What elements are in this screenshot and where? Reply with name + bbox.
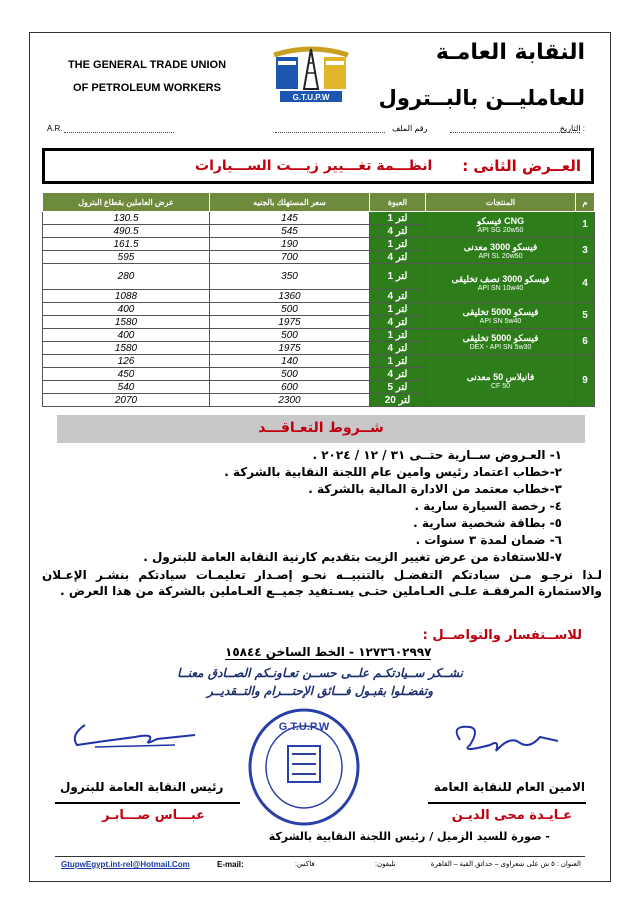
pack-cell: 1 لتر [370, 355, 426, 368]
price-table [42, 192, 595, 407]
contact-numbers: ١٢٧٣٦٠٢٩٩٧ - الخط الساخن ١٥٨٤٤ [225, 645, 432, 659]
table-row [43, 264, 595, 290]
request-paragraph: لـذا نرجـو مـن سيادتكم التفضـل بالتنبيــه نحـو إصـدار تعليمـات سيادتكم بنشـر الإعـلان والاستمارة المرفقـة علـى العـاملين حتـى يسـتفيد جميــع العـاملين بالشركة من هذا العرض . [42, 568, 602, 598]
consumer-price-cell: 600 [210, 381, 370, 394]
footer-fax: فاكس: [295, 861, 315, 868]
pack-cell: 20 لتر [370, 394, 426, 407]
table-header-row [43, 193, 595, 212]
footer-email[interactable]: GtupwEgypt.int-rel@Hotmail.Com [61, 860, 190, 869]
copy-to-line: - صورة للسيد الزميل / رئيس اللجنة النقابية بالشركة [268, 830, 550, 843]
pack-cell: 4 لتر [370, 225, 426, 238]
row-index-cell: 3 [576, 238, 595, 264]
product-cell [426, 212, 576, 238]
offer-price-cell: 400 [43, 329, 210, 342]
product-spec: API SN 5w40 [479, 317, 522, 325]
term-item: ٥- بطاقة شخصية سارية . [413, 516, 562, 530]
table-row [43, 212, 595, 225]
thanks-line2: وتفضـلوا بقبـول فـــائق الإحتـــرام والتــقديــر [206, 684, 434, 698]
consumer-price-cell: 500 [210, 368, 370, 381]
row-index-cell: 6 [576, 329, 595, 355]
col-header-product: المنتجات [426, 193, 576, 212]
row-index-cell: 4 [576, 264, 595, 303]
file-label: رقم الملف [392, 124, 428, 133]
left-signature [65, 715, 205, 765]
offer-price-cell: 130.5 [43, 212, 210, 225]
consumer-price-cell: 545 [210, 225, 370, 238]
ar-dotline [64, 132, 174, 133]
term-item: ٧-للاستفادة من عرض تغيير الزيت بتقديم كارنية النقابة العامة للبترول . [143, 550, 562, 564]
product-spec: API SL 20w50 [478, 252, 523, 260]
product-spec: CF 50 [490, 382, 511, 390]
row-index-cell: 9 [576, 355, 595, 407]
product-name: فيسكو CNG [476, 215, 525, 226]
president-title: رئيس النقابة العامة للبترول [60, 780, 224, 794]
logo-text: G.T.U.P.W [292, 93, 330, 102]
right-signature-line [428, 802, 586, 804]
ar-label: A.R. [47, 124, 63, 133]
terms-title: شــروط التعـاقـــد [258, 420, 384, 436]
consumer-price-cell: 500 [210, 303, 370, 316]
product-name: فيسكو 5000 تخليقى [462, 332, 539, 343]
secretary-general-title: الامين العام للنقابة العامة [433, 780, 585, 794]
president-name: عبـــاس صـــابـر [102, 808, 206, 823]
pack-cell: 4 لتر [370, 342, 426, 355]
pack-cell: 4 لتر [370, 316, 426, 329]
product-name: فانيلاس 50 معدنى [466, 371, 535, 382]
right-signature [440, 715, 580, 765]
col-header-pack: العبوة [370, 193, 426, 212]
footer-address: العنوان : ٥ ش على شعراوى – حدائق القبة – القاهرة [430, 861, 581, 868]
pack-cell: 4 لتر [370, 251, 426, 264]
consumer-price-cell: 350 [210, 264, 370, 290]
pack-cell: 1 لتر [370, 303, 426, 316]
product-name: فيسكو 5000 تخليقى [462, 306, 539, 317]
product-spec: API SN 10w40 [477, 285, 524, 292]
pack-cell: 5 لتر [370, 381, 426, 394]
offer-title: العــرض الثانى : [462, 157, 581, 175]
consumer-price-cell: 190 [210, 238, 370, 251]
row-index-cell: 1 [576, 212, 595, 238]
union-logo [266, 43, 356, 105]
product-cell [426, 264, 576, 303]
offer-title-box [42, 148, 594, 184]
consumer-price-cell: 1975 [210, 316, 370, 329]
table-row [43, 238, 595, 251]
consumer-price-cell: 2300 [210, 394, 370, 407]
product-name: فيسكو 3000 نصف تخليقى [451, 274, 550, 284]
product-name: فيسكو 3000 معدنى [463, 241, 538, 252]
offer-price-cell: 400 [43, 303, 210, 316]
footer-phone: تليفون: [375, 861, 396, 868]
date-label: التاريخ : [559, 124, 585, 133]
col-header-offer-price: عرض العاملين بقطاع البترول [43, 193, 210, 212]
pack-cell: 1 لتر [370, 329, 426, 342]
offer-price-cell: 540 [43, 381, 210, 394]
union-name-en-line1: THE GENERAL TRADE UNION [67, 59, 227, 71]
term-item: ٤- رخصة السيارة سارية . [414, 499, 562, 513]
pack-cell: 1 لتر [370, 238, 426, 251]
consumer-price-cell: 1975 [210, 342, 370, 355]
term-item: ٦- ضمان لمدة ٣ سنوات . [415, 533, 562, 547]
product-cell [426, 355, 576, 407]
footer [55, 856, 585, 871]
thanks-line1: نشــكر ســيادتكـم علــى حســن تعـاونـكم الصــادق معنــا [177, 666, 463, 680]
term-item: ٣-خطاب معتمد من الادارة المالية بالشركة . [308, 482, 562, 496]
offer-price-cell: 1580 [43, 342, 210, 355]
col-header-consumer-price: سعر المستهلك بالجنيه [210, 193, 370, 212]
pack-cell: 4 لتر [370, 290, 426, 303]
table-row [43, 329, 595, 342]
consumer-price-cell: 1360 [210, 290, 370, 303]
union-stamp [248, 708, 360, 826]
row-index-cell: 5 [576, 303, 595, 329]
table-row [43, 355, 595, 368]
offer-price-cell: 450 [43, 368, 210, 381]
consumer-price-cell: 700 [210, 251, 370, 264]
product-cell [426, 238, 576, 264]
left-signature-line [55, 802, 240, 804]
union-name-ar-line1: النقابة العامـة [435, 40, 585, 65]
product-cell [426, 329, 576, 355]
product-cell [426, 303, 576, 329]
term-item: ٢-خطاب اعتماد رئيس وامين عام اللجنة النقابية بالشركة . [224, 465, 562, 479]
offer-subtitle: انظـــمة تغـــيير زيـــت الســـيارات [195, 158, 433, 174]
pack-cell: 1 لتر [370, 264, 426, 290]
offer-price-cell: 1580 [43, 316, 210, 329]
pack-cell: 1 لتر [370, 212, 426, 225]
offer-price-cell: 126 [43, 355, 210, 368]
consumer-price-cell: 145 [210, 212, 370, 225]
consumer-price-cell: 140 [210, 355, 370, 368]
contact-label: للاســتفسار والتواصــل : [422, 628, 582, 643]
offer-price-cell: 2070 [43, 394, 210, 407]
product-spec: API SG 20w50 [477, 226, 524, 234]
secretary-general-name: عـايـدة محى الديـن [451, 808, 572, 823]
file-dotline [275, 132, 385, 133]
stamp-text: G.T.U.P.W [278, 721, 330, 733]
date-dotline [450, 132, 580, 133]
terms-title-bar [57, 415, 585, 443]
union-name-en-line2: OF PETROLEUM WORKERS [73, 82, 221, 94]
product-spec: DEX - API SN 5w30 [469, 343, 532, 351]
union-name-ar-line2: للعامليــن بالبــترول [378, 86, 585, 110]
consumer-price-cell: 500 [210, 329, 370, 342]
offer-price-cell: 161.5 [43, 238, 210, 251]
footer-email-label: E-mail: [217, 860, 244, 869]
offer-price-cell: 490.5 [43, 225, 210, 238]
col-header-index: م [576, 193, 595, 212]
offer-price-cell: 1088 [43, 290, 210, 303]
offer-price-cell: 280 [43, 264, 210, 290]
pack-cell: 4 لتر [370, 368, 426, 381]
table-row [43, 303, 595, 316]
term-item: ١- العـروض ســارية حتــى ٣١ / ١٢ / ٢٠٢٤ . [312, 448, 562, 462]
offer-price-cell: 595 [43, 251, 210, 264]
